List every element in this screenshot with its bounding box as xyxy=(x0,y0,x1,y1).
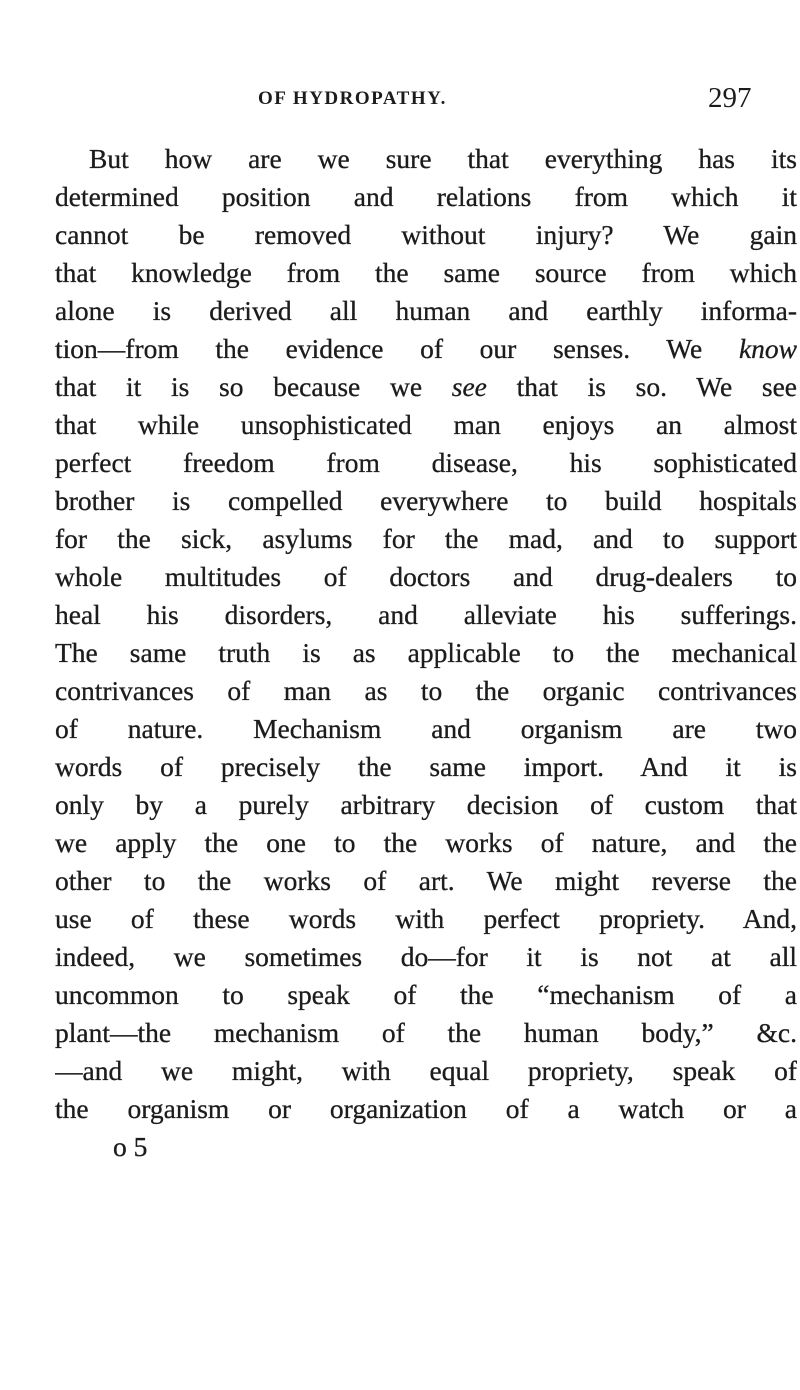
text-segment: words of precisely the same import. And it is xyxy=(55,751,797,782)
text-line xyxy=(55,444,797,482)
text-segment: The same truth is as applicable to the mechanical xyxy=(55,637,797,668)
text-segment: of nature. Mechanism and organism are two xyxy=(55,713,797,744)
text-line xyxy=(55,1090,797,1128)
text-line xyxy=(55,672,797,710)
text-line xyxy=(55,862,797,900)
text-segment: the organism or organization of a watch or a xyxy=(55,1093,797,1124)
page-header xyxy=(0,82,800,118)
text-line xyxy=(55,596,797,634)
text-line xyxy=(55,178,797,216)
text-segment: heal his disorders, and alleviate his sufferings. xyxy=(55,599,797,630)
text-line xyxy=(55,976,797,1014)
text-line xyxy=(55,824,797,862)
page-number: 297 xyxy=(708,82,752,114)
text-segment: But how are we sure that everything has its xyxy=(89,143,797,174)
text-segment: whole multitudes of doctors and drug-dealers to xyxy=(55,561,797,592)
text-line xyxy=(55,938,797,976)
text-segment: uncommon to speak of the “mechanism of a xyxy=(55,979,797,1010)
text-line xyxy=(55,406,797,444)
text-segment: that it is so because we xyxy=(55,371,452,402)
text-segment: for the sick, asylums for the mad, and to support xyxy=(55,523,797,554)
text-segment: use of these words with perfect propriety. And, xyxy=(55,903,797,934)
text-segment: o 5 xyxy=(113,1131,148,1162)
signature-mark xyxy=(55,1128,797,1166)
text-line xyxy=(55,368,797,406)
text-segment: perfect freedom from disease, his sophisticated xyxy=(55,447,797,478)
italic-word: see xyxy=(451,371,487,402)
text-segment: that while unsophisticated man enjoys an almost xyxy=(55,409,797,440)
text-line xyxy=(55,900,797,938)
text-line xyxy=(55,786,797,824)
text-segment: contrivances of man as to the organic contrivances xyxy=(55,675,797,706)
italic-word: know xyxy=(738,333,797,364)
text-line xyxy=(55,520,797,558)
text-segment: determined position and relations from which it xyxy=(55,181,797,212)
text-segment: —and we might, with equal propriety, speak of xyxy=(55,1055,797,1086)
text-line xyxy=(55,1052,797,1090)
text-line xyxy=(55,140,797,178)
text-segment: alone is derived all human and earthly informa- xyxy=(55,295,797,326)
text-segment: that knowledge from the same source from which xyxy=(55,257,797,288)
text-line xyxy=(55,1014,797,1052)
text-line xyxy=(55,634,797,672)
text-segment: brother is compelled everywhere to build hospitals xyxy=(55,485,797,516)
text-line xyxy=(55,710,797,748)
text-segment: that is so. We see xyxy=(486,371,797,402)
body-text xyxy=(55,140,797,1166)
text-segment: indeed, we sometimes do—for it is not at all xyxy=(55,941,797,972)
text-line xyxy=(55,292,797,330)
text-line xyxy=(55,482,797,520)
text-line xyxy=(55,558,797,596)
text-segment: we apply the one to the works of nature, and the xyxy=(55,827,797,858)
text-segment: cannot be removed without injury? We gain xyxy=(55,219,797,250)
running-head: OF HYDROPATHY. xyxy=(258,88,447,109)
text-line xyxy=(55,254,797,292)
text-segment: tion—from the evidence of our senses. We xyxy=(55,333,739,364)
text-segment: only by a purely arbitrary decision of custom that xyxy=(55,789,797,820)
text-line xyxy=(55,216,797,254)
text-segment: plant—the mechanism of the human body,” &c. xyxy=(55,1017,797,1048)
text-segment: other to the works of art. We might reverse the xyxy=(55,865,797,896)
text-line xyxy=(55,330,797,368)
text-line xyxy=(55,748,797,786)
